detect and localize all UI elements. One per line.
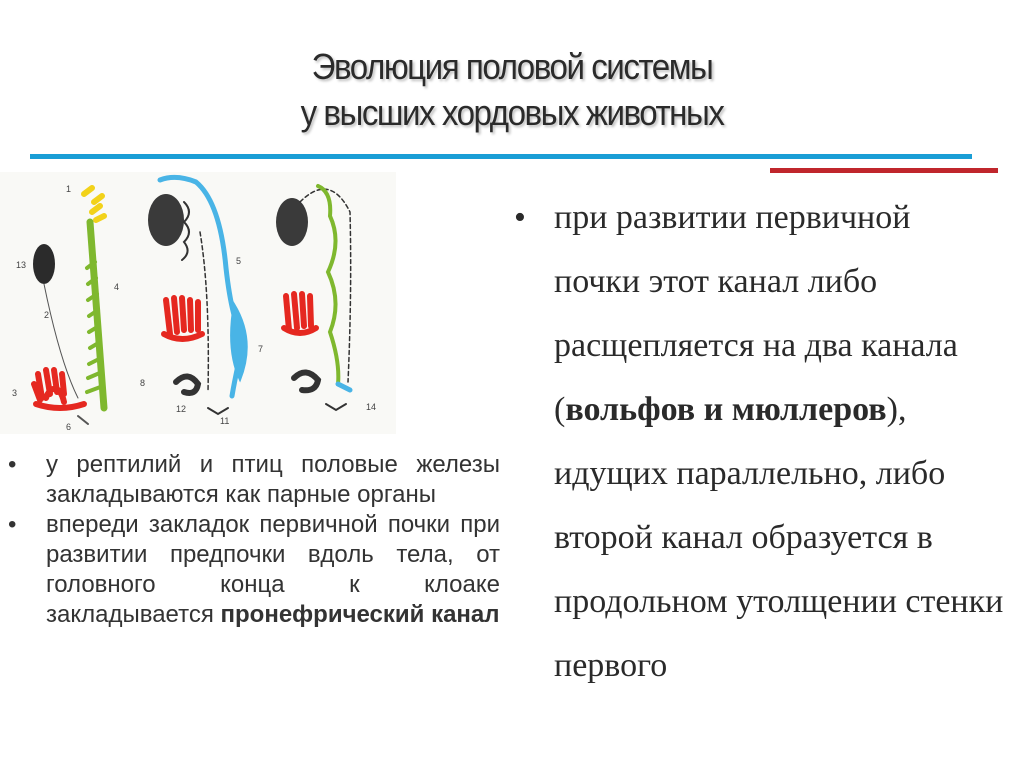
- red-divider: [770, 168, 998, 173]
- red-base-2: [164, 334, 202, 339]
- gonad-1: [33, 244, 55, 284]
- blue-bulb-2: [231, 304, 247, 380]
- right-bullet-part2: ), идущих параллельно, либо второй канал образуется в продольном утолщении стенки первого: [554, 391, 1004, 684]
- gray-body-3: [294, 372, 318, 390]
- cloaca-1: [78, 416, 88, 424]
- right-bullet-dot: •: [514, 199, 526, 236]
- title-line-1: Эволюция половой системы: [311, 46, 713, 87]
- gray-body-2: [176, 376, 198, 393]
- red-kidney-3: [286, 294, 311, 330]
- cloaca-3: [326, 404, 346, 410]
- green-duct-3: [318, 186, 338, 384]
- label-8: 8: [140, 378, 146, 388]
- right-bullet-bold: вольфов и мюллеров: [565, 391, 887, 428]
- label-2: 2: [44, 310, 50, 320]
- yellow-pronephros-1: [84, 188, 104, 220]
- label-6: 6: [66, 422, 72, 432]
- label-5: 5: [236, 256, 242, 266]
- blue-tip-3: [338, 384, 350, 390]
- right-bullet-part1: при развитии первичной почки этот канал либо расщепляется на два канала (: [554, 199, 958, 428]
- left-bullet-2-text: впереди закладок первичной почки при развитии предпочки вдоль тела, от головного конца к клоаке закладывается: [46, 511, 500, 628]
- diagram-svg: [0, 172, 396, 434]
- left-bullet-list: [8, 450, 500, 630]
- label-1: 1: [66, 184, 72, 194]
- gonad-2: [148, 194, 184, 246]
- label-12: 12: [176, 404, 187, 414]
- right-bullet: [514, 186, 1004, 698]
- cloaca-2: [208, 408, 228, 414]
- title-line-2: у высших хордовых животных: [300, 92, 724, 133]
- slide-title: [41, 44, 983, 136]
- urogenital-diagram: [0, 172, 396, 434]
- dashed-duct-2: [200, 232, 208, 392]
- red-base-1: [36, 404, 84, 408]
- red-kidney-1: [34, 370, 64, 402]
- label-13: 13: [16, 260, 27, 270]
- label-11: 11: [220, 416, 230, 426]
- left-bullet-2: [8, 510, 500, 630]
- label-4: 4: [114, 282, 120, 292]
- left-bullet-1: [8, 450, 500, 510]
- blue-divider: [30, 154, 972, 159]
- red-kidney-2: [166, 298, 198, 334]
- label-14: 14: [366, 402, 377, 412]
- label-7: 7: [258, 344, 264, 354]
- right-bullet-text: [554, 186, 1004, 698]
- label-3: 3: [12, 388, 18, 398]
- gonad-2-detail: [182, 202, 189, 260]
- red-base-3: [284, 328, 316, 333]
- left-bullet-2-bold: пронефрический канал: [220, 601, 500, 628]
- left-bullet-1-text: у рептилий и птиц половые железы закладываются как парные органы: [46, 451, 500, 508]
- gonad-3: [276, 198, 308, 246]
